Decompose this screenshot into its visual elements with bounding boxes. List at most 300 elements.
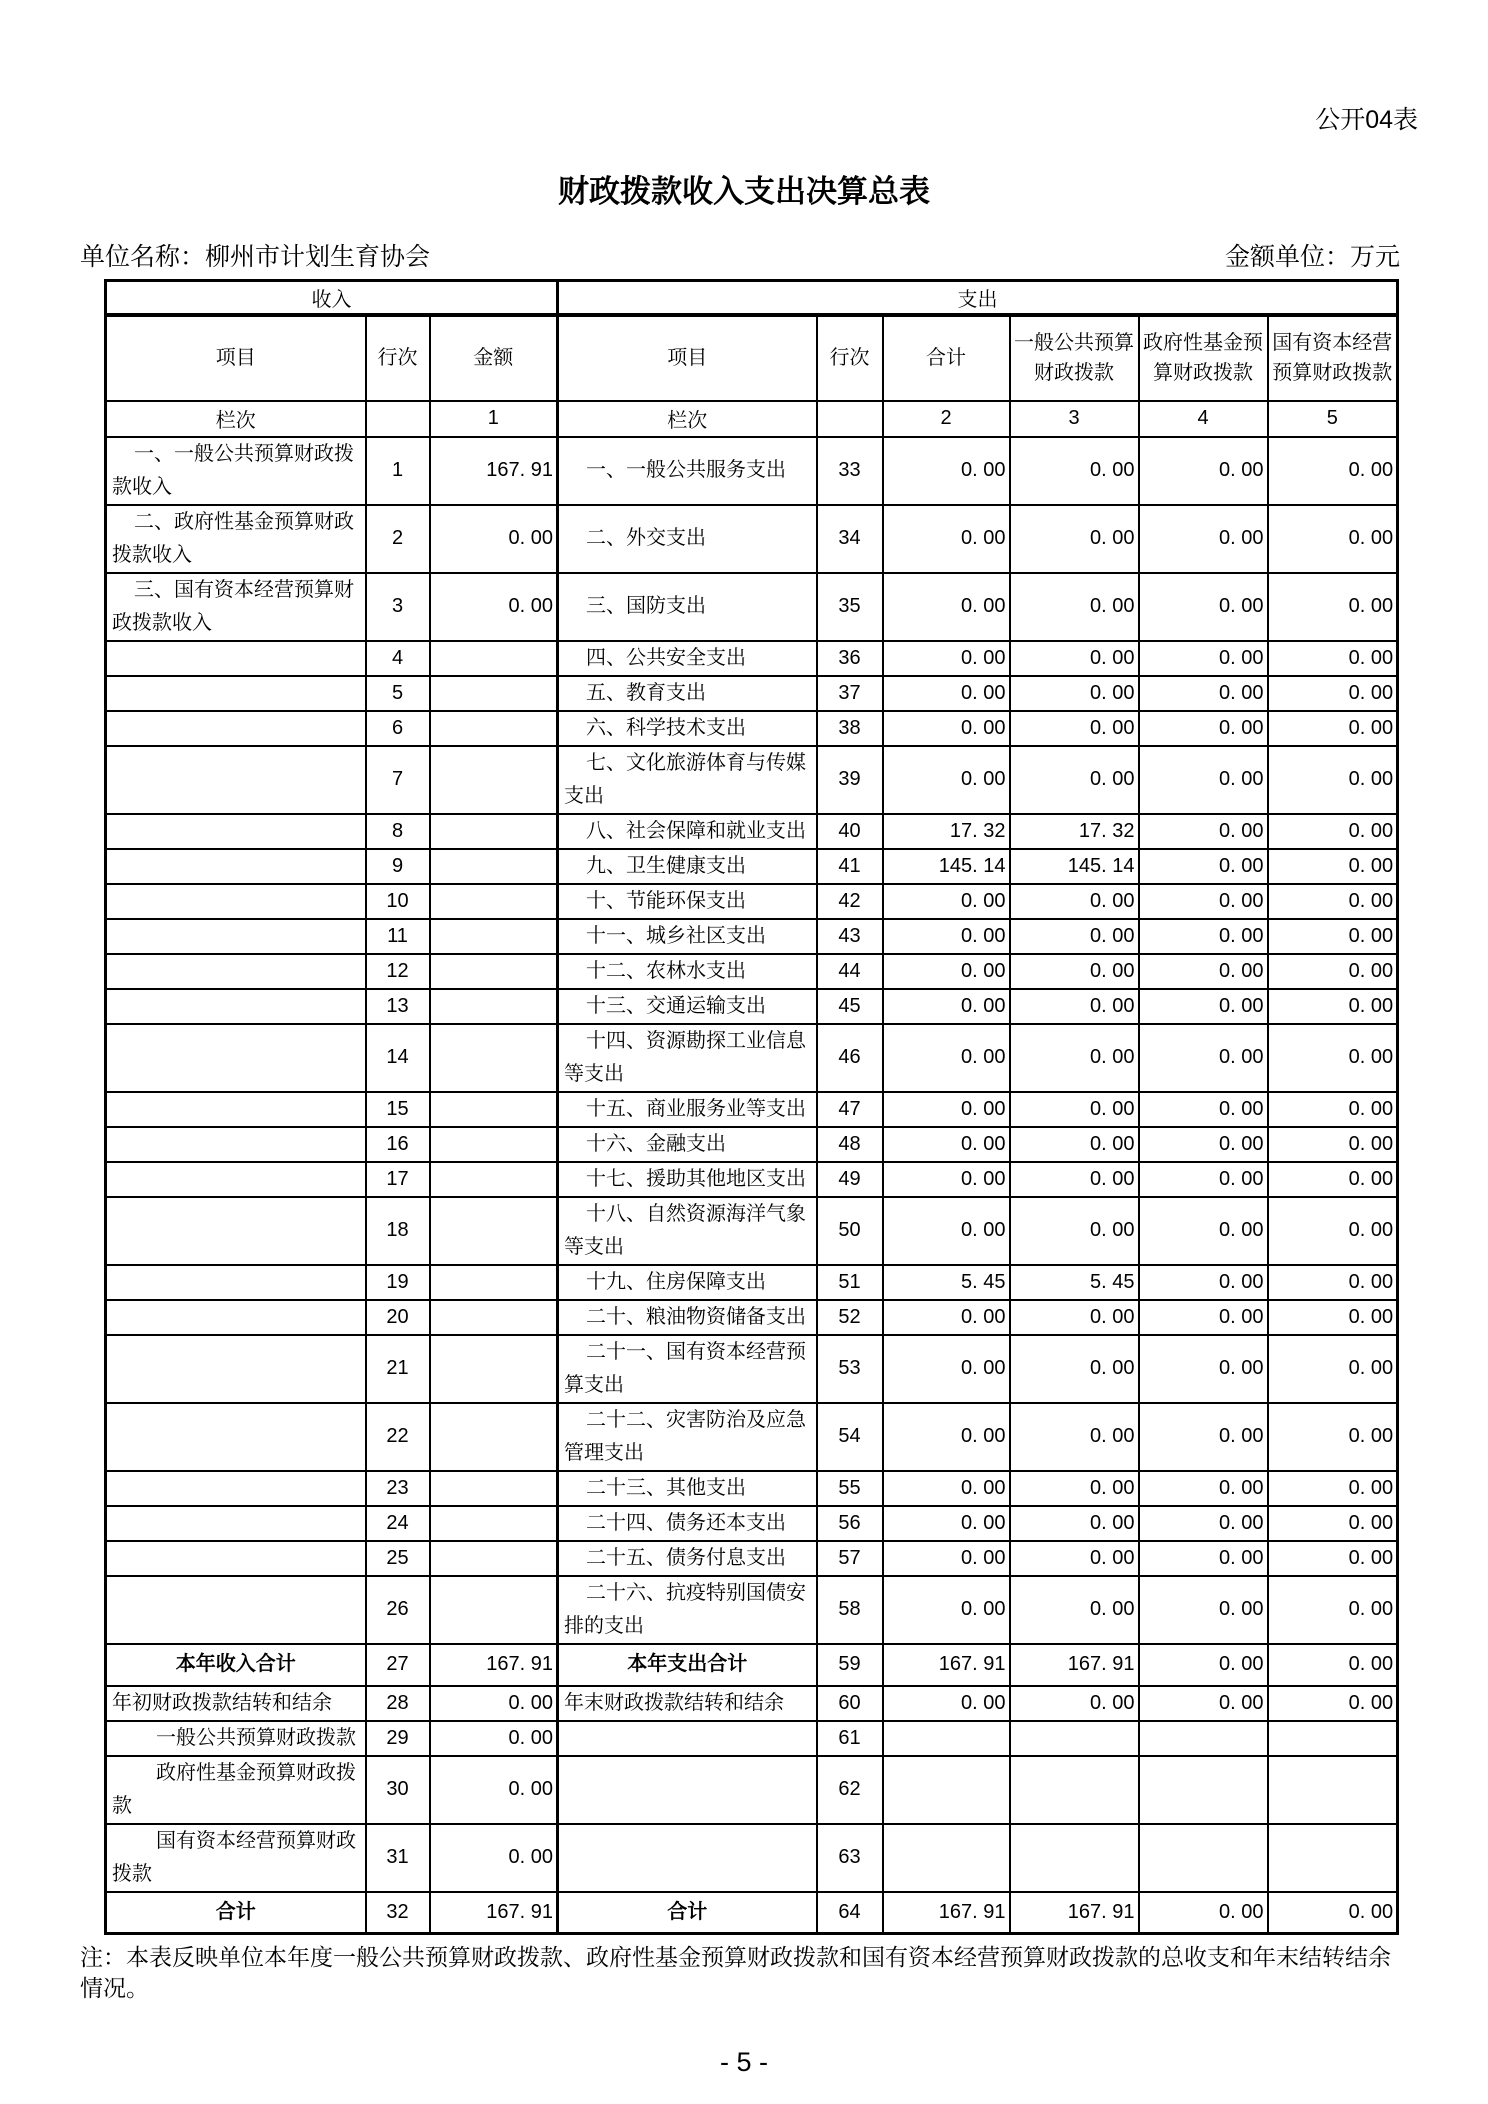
income-rowno-cell: 22 bbox=[366, 1403, 430, 1471]
expense-total-cell: 0. 00 bbox=[883, 1506, 1010, 1541]
income-rowno-cell: 7 bbox=[366, 746, 430, 814]
income-rowno-cell: 16 bbox=[366, 1127, 430, 1162]
expense-total-cell: 0. 00 bbox=[883, 1403, 1010, 1471]
table-row bbox=[106, 641, 1398, 676]
expense-rowno-cell: 43 bbox=[817, 919, 883, 954]
table-row bbox=[106, 573, 1398, 641]
expense-general-cell: 0. 00 bbox=[1010, 711, 1139, 746]
expense-stateop-cell bbox=[1268, 1756, 1398, 1824]
expense-govfund-cell: 0. 00 bbox=[1139, 919, 1268, 954]
expense-general-cell: 0. 00 bbox=[1010, 1403, 1139, 1471]
income-amount-cell bbox=[430, 1506, 558, 1541]
expense-rowno-cell: 63 bbox=[817, 1824, 883, 1892]
expense-general-cell: 0. 00 bbox=[1010, 1576, 1139, 1644]
expense-item-cell: 十五、商业服务业等支出 bbox=[558, 1092, 817, 1127]
amount-unit: 金额单位：万元 bbox=[1224, 243, 1400, 271]
income-amount-cell: 167. 91 bbox=[430, 1892, 558, 1934]
table-row bbox=[106, 954, 1398, 989]
index-expense-item: 栏次 bbox=[558, 401, 817, 437]
expense-govfund-cell: 0. 00 bbox=[1139, 1197, 1268, 1265]
income-amount-cell bbox=[430, 1092, 558, 1127]
expense-govfund-cell: 0. 00 bbox=[1139, 1162, 1268, 1197]
expense-rowno-cell: 40 bbox=[817, 814, 883, 849]
income-section-header: 收入 bbox=[106, 281, 558, 315]
expense-item-cell: 二、外交支出 bbox=[558, 505, 817, 573]
expense-item-cell: 十九、住房保障支出 bbox=[558, 1265, 817, 1300]
expense-govfund-cell: 0. 00 bbox=[1139, 1576, 1268, 1644]
income-item-cell bbox=[106, 1471, 366, 1506]
income-amount-cell: 0. 00 bbox=[430, 573, 558, 641]
expense-govfund-cell: 0. 00 bbox=[1139, 1024, 1268, 1092]
income-item-cell: 三、国有资本经营预算财政拨款收入 bbox=[106, 573, 366, 641]
expense-govfund-cell bbox=[1139, 1824, 1268, 1892]
col-header-income-row: 行次 bbox=[366, 315, 430, 401]
expense-stateop-cell: 0. 00 bbox=[1268, 1335, 1398, 1403]
expense-item-cell: 二十四、债务还本支出 bbox=[558, 1506, 817, 1541]
expense-rowno-cell: 62 bbox=[817, 1756, 883, 1824]
income-item-cell: 年初财政拨款结转和结余 bbox=[106, 1686, 366, 1721]
income-amount-cell bbox=[430, 1265, 558, 1300]
page-title: 财政拨款收入支出决算总表 bbox=[558, 174, 930, 209]
expense-total-cell: 0. 00 bbox=[883, 573, 1010, 641]
income-amount-cell bbox=[430, 1162, 558, 1197]
expense-item-cell: 二十六、抗疫特别国债安排的支出 bbox=[558, 1576, 817, 1644]
expense-general-cell: 0. 00 bbox=[1010, 884, 1139, 919]
income-amount-cell bbox=[430, 641, 558, 676]
expense-item-cell: 十、节能环保支出 bbox=[558, 884, 817, 919]
expense-rowno-cell: 46 bbox=[817, 1024, 883, 1092]
expense-rowno-cell: 48 bbox=[817, 1127, 883, 1162]
income-item-cell: 政府性基金预算财政拨款 bbox=[106, 1756, 366, 1824]
column-index-row bbox=[106, 401, 1398, 437]
table-row bbox=[106, 1162, 1398, 1197]
table-row bbox=[106, 1892, 1398, 1934]
expense-general-cell: 0. 00 bbox=[1010, 1162, 1139, 1197]
expense-govfund-cell: 0. 00 bbox=[1139, 1686, 1268, 1721]
table-row bbox=[106, 1721, 1398, 1756]
expense-total-cell: 167. 91 bbox=[883, 1644, 1010, 1686]
expense-total-cell bbox=[883, 1756, 1010, 1824]
income-rowno-cell: 6 bbox=[366, 711, 430, 746]
expense-stateop-cell: 0. 00 bbox=[1268, 884, 1398, 919]
expense-total-cell: 145. 14 bbox=[883, 849, 1010, 884]
expense-stateop-cell: 0. 00 bbox=[1268, 1471, 1398, 1506]
expense-item-cell: 二十一、国有资本经营预算支出 bbox=[558, 1335, 817, 1403]
expense-item-cell: 四、公共安全支出 bbox=[558, 641, 817, 676]
expense-item-cell: 年末财政拨款结转和结余 bbox=[558, 1686, 817, 1721]
income-amount-cell bbox=[430, 1300, 558, 1335]
expense-govfund-cell bbox=[1139, 1721, 1268, 1756]
income-rowno-cell: 12 bbox=[366, 954, 430, 989]
expense-stateop-cell: 0. 00 bbox=[1268, 641, 1398, 676]
income-item-cell bbox=[106, 814, 366, 849]
expense-general-cell: 0. 00 bbox=[1010, 1300, 1139, 1335]
income-rowno-cell: 27 bbox=[366, 1644, 430, 1686]
expense-stateop-cell: 0. 00 bbox=[1268, 1541, 1398, 1576]
income-rowno-cell: 30 bbox=[366, 1756, 430, 1824]
income-amount-cell bbox=[430, 884, 558, 919]
expense-total-cell: 0. 00 bbox=[883, 1541, 1010, 1576]
income-amount-cell: 0. 00 bbox=[430, 1756, 558, 1824]
income-item-cell bbox=[106, 641, 366, 676]
expense-govfund-cell: 0. 00 bbox=[1139, 1092, 1268, 1127]
expense-item-cell: 本年支出合计 bbox=[558, 1644, 817, 1686]
expense-govfund-cell: 0. 00 bbox=[1139, 989, 1268, 1024]
income-rowno-cell: 9 bbox=[366, 849, 430, 884]
income-amount-cell bbox=[430, 711, 558, 746]
income-item-cell bbox=[106, 1506, 366, 1541]
income-rowno-cell: 3 bbox=[366, 573, 430, 641]
expense-total-cell: 0. 00 bbox=[883, 1162, 1010, 1197]
page-number: - 5 - bbox=[719, 2047, 768, 2077]
expense-total-cell: 5. 45 bbox=[883, 1265, 1010, 1300]
expense-stateop-cell bbox=[1268, 1824, 1398, 1892]
expense-general-cell: 0. 00 bbox=[1010, 1335, 1139, 1403]
income-amount-cell bbox=[430, 1403, 558, 1471]
expense-rowno-cell: 39 bbox=[817, 746, 883, 814]
expense-stateop-cell: 0. 00 bbox=[1268, 1127, 1398, 1162]
expense-rowno-cell: 37 bbox=[817, 676, 883, 711]
income-amount-cell bbox=[430, 989, 558, 1024]
table-row bbox=[106, 1541, 1398, 1576]
index-expense-stateop: 5 bbox=[1268, 401, 1398, 437]
expense-item-cell: 二十五、债务付息支出 bbox=[558, 1541, 817, 1576]
income-rowno-cell: 10 bbox=[366, 884, 430, 919]
expense-total-cell: 0. 00 bbox=[883, 954, 1010, 989]
table-row bbox=[106, 711, 1398, 746]
expense-govfund-cell: 0. 00 bbox=[1139, 641, 1268, 676]
table-row bbox=[106, 676, 1398, 711]
expense-total-cell: 17. 32 bbox=[883, 814, 1010, 849]
table-row bbox=[106, 1092, 1398, 1127]
expense-general-cell bbox=[1010, 1756, 1139, 1824]
income-amount-cell bbox=[430, 1471, 558, 1506]
col-header-expense-item: 项目 bbox=[558, 315, 817, 401]
table-row bbox=[106, 1824, 1398, 1892]
income-item-cell: 二、政府性基金预算财政拨款收入 bbox=[106, 505, 366, 573]
column-header-row bbox=[106, 315, 1398, 401]
expense-rowno-cell: 52 bbox=[817, 1300, 883, 1335]
table-row bbox=[106, 437, 1398, 505]
income-rowno-cell: 28 bbox=[366, 1686, 430, 1721]
income-rowno-cell: 17 bbox=[366, 1162, 430, 1197]
income-rowno-cell: 19 bbox=[366, 1265, 430, 1300]
income-rowno-cell: 5 bbox=[366, 676, 430, 711]
income-item-cell bbox=[106, 919, 366, 954]
expense-govfund-cell: 0. 00 bbox=[1139, 1403, 1268, 1471]
col-header-income-amount: 金额 bbox=[430, 315, 558, 401]
expense-rowno-cell: 42 bbox=[817, 884, 883, 919]
income-rowno-cell: 26 bbox=[366, 1576, 430, 1644]
income-amount-cell bbox=[430, 849, 558, 884]
expense-general-cell: 5. 45 bbox=[1010, 1265, 1139, 1300]
income-rowno-cell: 2 bbox=[366, 505, 430, 573]
expense-item-cell: 九、卫生健康支出 bbox=[558, 849, 817, 884]
expense-general-cell bbox=[1010, 1721, 1139, 1756]
expense-rowno-cell: 45 bbox=[817, 989, 883, 1024]
expense-stateop-cell: 0. 00 bbox=[1268, 746, 1398, 814]
expense-general-cell: 0. 00 bbox=[1010, 676, 1139, 711]
income-item-cell bbox=[106, 884, 366, 919]
expense-item-cell: 七、文化旅游体育与传媒支出 bbox=[558, 746, 817, 814]
col-header-expense-general: 一般公共预算财政拨款 bbox=[1010, 315, 1139, 401]
expense-general-cell: 0. 00 bbox=[1010, 1541, 1139, 1576]
income-amount-cell: 0. 00 bbox=[430, 1686, 558, 1721]
income-item-cell bbox=[106, 1300, 366, 1335]
table-row bbox=[106, 1471, 1398, 1506]
expense-govfund-cell: 0. 00 bbox=[1139, 1127, 1268, 1162]
col-header-expense-row: 行次 bbox=[817, 315, 883, 401]
meta-row bbox=[80, 237, 1400, 273]
income-item-cell bbox=[106, 989, 366, 1024]
income-rowno-cell: 24 bbox=[366, 1506, 430, 1541]
income-rowno-cell: 14 bbox=[366, 1024, 430, 1092]
expense-rowno-cell: 36 bbox=[817, 641, 883, 676]
expense-govfund-cell: 0. 00 bbox=[1139, 884, 1268, 919]
expense-stateop-cell: 0. 00 bbox=[1268, 919, 1398, 954]
table-row bbox=[106, 1127, 1398, 1162]
income-amount-cell: 0. 00 bbox=[430, 1824, 558, 1892]
expense-govfund-cell: 0. 00 bbox=[1139, 1892, 1268, 1934]
table-row bbox=[106, 919, 1398, 954]
expense-item-cell: 六、科学技术支出 bbox=[558, 711, 817, 746]
expense-govfund-cell: 0. 00 bbox=[1139, 954, 1268, 989]
expense-govfund-cell: 0. 00 bbox=[1139, 1471, 1268, 1506]
income-amount-cell bbox=[430, 746, 558, 814]
table-row bbox=[106, 1265, 1398, 1300]
expense-rowno-cell: 61 bbox=[817, 1721, 883, 1756]
expense-item-cell bbox=[558, 1756, 817, 1824]
expense-govfund-cell: 0. 00 bbox=[1139, 711, 1268, 746]
index-income-item: 栏次 bbox=[106, 401, 366, 437]
expense-stateop-cell: 0. 00 bbox=[1268, 1265, 1398, 1300]
index-income-row bbox=[366, 401, 430, 437]
expense-general-cell bbox=[1010, 1824, 1139, 1892]
expense-stateop-cell: 0. 00 bbox=[1268, 1644, 1398, 1686]
income-item-cell bbox=[106, 1024, 366, 1092]
expense-stateop-cell: 0. 00 bbox=[1268, 849, 1398, 884]
expense-item-cell: 二十二、灾害防治及应急管理支出 bbox=[558, 1403, 817, 1471]
income-amount-cell bbox=[430, 1024, 558, 1092]
income-item-cell bbox=[106, 954, 366, 989]
table-row bbox=[106, 746, 1398, 814]
expense-stateop-cell: 0. 00 bbox=[1268, 711, 1398, 746]
expense-general-cell: 0. 00 bbox=[1010, 1024, 1139, 1092]
section-header-row bbox=[106, 281, 1398, 315]
index-expense-general: 3 bbox=[1010, 401, 1139, 437]
expense-total-cell: 0. 00 bbox=[883, 676, 1010, 711]
income-amount-cell bbox=[430, 676, 558, 711]
expense-stateop-cell: 0. 00 bbox=[1268, 954, 1398, 989]
index-income-amount: 1 bbox=[430, 401, 558, 437]
table-row bbox=[106, 505, 1398, 573]
expense-total-cell: 0. 00 bbox=[883, 1024, 1010, 1092]
expense-general-cell: 0. 00 bbox=[1010, 1471, 1139, 1506]
expense-total-cell: 0. 00 bbox=[883, 919, 1010, 954]
income-rowno-cell: 31 bbox=[366, 1824, 430, 1892]
expense-general-cell: 0. 00 bbox=[1010, 641, 1139, 676]
expense-rowno-cell: 51 bbox=[817, 1265, 883, 1300]
income-amount-cell bbox=[430, 954, 558, 989]
expense-item-cell: 合计 bbox=[558, 1892, 817, 1934]
table-row bbox=[106, 1644, 1398, 1686]
expense-general-cell: 167. 91 bbox=[1010, 1892, 1139, 1934]
income-rowno-cell: 25 bbox=[366, 1541, 430, 1576]
expense-rowno-cell: 35 bbox=[817, 573, 883, 641]
expense-rowno-cell: 55 bbox=[817, 1471, 883, 1506]
expense-rowno-cell: 38 bbox=[817, 711, 883, 746]
expense-total-cell: 0. 00 bbox=[883, 746, 1010, 814]
income-item-cell bbox=[106, 1197, 366, 1265]
income-item-cell bbox=[106, 1162, 366, 1197]
income-rowno-cell: 23 bbox=[366, 1471, 430, 1506]
expense-item-cell: 十三、交通运输支出 bbox=[558, 989, 817, 1024]
expense-general-cell: 0. 00 bbox=[1010, 505, 1139, 573]
expense-stateop-cell: 0. 00 bbox=[1268, 1162, 1398, 1197]
income-amount-cell bbox=[430, 1127, 558, 1162]
expense-item-cell: 五、教育支出 bbox=[558, 676, 817, 711]
index-expense-row bbox=[817, 401, 883, 437]
expense-total-cell: 0. 00 bbox=[883, 1686, 1010, 1721]
income-rowno-cell: 18 bbox=[366, 1197, 430, 1265]
expense-rowno-cell: 57 bbox=[817, 1541, 883, 1576]
expense-govfund-cell: 0. 00 bbox=[1139, 437, 1268, 505]
expense-item-cell: 十四、资源勘探工业信息等支出 bbox=[558, 1024, 817, 1092]
table-row bbox=[106, 1300, 1398, 1335]
expense-govfund-cell: 0. 00 bbox=[1139, 505, 1268, 573]
expense-rowno-cell: 54 bbox=[817, 1403, 883, 1471]
expense-item-cell bbox=[558, 1824, 817, 1892]
expense-stateop-cell: 0. 00 bbox=[1268, 573, 1398, 641]
expense-total-cell: 0. 00 bbox=[883, 437, 1010, 505]
expense-rowno-cell: 47 bbox=[817, 1092, 883, 1127]
expense-stateop-cell: 0. 00 bbox=[1268, 1686, 1398, 1721]
expense-stateop-cell: 0. 00 bbox=[1268, 1403, 1398, 1471]
income-amount-cell bbox=[430, 1576, 558, 1644]
col-header-income-item: 项目 bbox=[106, 315, 366, 401]
expense-item-cell: 二十三、其他支出 bbox=[558, 1471, 817, 1506]
expense-general-cell: 0. 00 bbox=[1010, 1197, 1139, 1265]
expense-total-cell: 0. 00 bbox=[883, 641, 1010, 676]
expense-stateop-cell: 0. 00 bbox=[1268, 1024, 1398, 1092]
doc-label: 公开04表 bbox=[1315, 106, 1418, 134]
income-amount-cell bbox=[430, 1335, 558, 1403]
expense-stateop-cell: 0. 00 bbox=[1268, 505, 1398, 573]
income-item-cell bbox=[106, 1127, 366, 1162]
expense-stateop-cell bbox=[1268, 1721, 1398, 1756]
expense-total-cell: 0. 00 bbox=[883, 1300, 1010, 1335]
income-item-cell bbox=[106, 849, 366, 884]
income-item-cell: 一般公共预算财政拨款 bbox=[106, 1721, 366, 1756]
expense-total-cell: 0. 00 bbox=[883, 1197, 1010, 1265]
expense-govfund-cell: 0. 00 bbox=[1139, 746, 1268, 814]
expense-item-cell: 十二、农林水支出 bbox=[558, 954, 817, 989]
income-item-cell bbox=[106, 711, 366, 746]
table-row bbox=[106, 1506, 1398, 1541]
income-item-cell bbox=[106, 1092, 366, 1127]
expense-general-cell: 0. 00 bbox=[1010, 919, 1139, 954]
table-row bbox=[106, 1686, 1398, 1721]
income-amount-cell bbox=[430, 814, 558, 849]
expense-stateop-cell: 0. 00 bbox=[1268, 1300, 1398, 1335]
table-row bbox=[106, 1756, 1398, 1824]
expense-rowno-cell: 64 bbox=[817, 1892, 883, 1934]
expense-general-cell: 0. 00 bbox=[1010, 1506, 1139, 1541]
income-amount-cell: 0. 00 bbox=[430, 505, 558, 573]
table-row bbox=[106, 1335, 1398, 1403]
income-amount-cell bbox=[430, 1541, 558, 1576]
expense-govfund-cell: 0. 00 bbox=[1139, 573, 1268, 641]
expense-total-cell: 0. 00 bbox=[883, 505, 1010, 573]
expense-rowno-cell: 41 bbox=[817, 849, 883, 884]
expense-general-cell: 145. 14 bbox=[1010, 849, 1139, 884]
expense-stateop-cell: 0. 00 bbox=[1268, 1197, 1398, 1265]
expense-general-cell: 0. 00 bbox=[1010, 1127, 1139, 1162]
expense-section-header: 支出 bbox=[558, 281, 1398, 315]
expense-govfund-cell: 0. 00 bbox=[1139, 1506, 1268, 1541]
table-body bbox=[106, 437, 1398, 1934]
expense-total-cell: 167. 91 bbox=[883, 1892, 1010, 1934]
expense-govfund-cell: 0. 00 bbox=[1139, 849, 1268, 884]
expense-general-cell: 0. 00 bbox=[1010, 746, 1139, 814]
expense-govfund-cell bbox=[1139, 1756, 1268, 1824]
expense-item-cell: 十八、自然资源海洋气象等支出 bbox=[558, 1197, 817, 1265]
income-item-cell: 合计 bbox=[106, 1892, 366, 1934]
expense-total-cell: 0. 00 bbox=[883, 711, 1010, 746]
income-rowno-cell: 4 bbox=[366, 641, 430, 676]
table-row bbox=[106, 1024, 1398, 1092]
footnote: 注：本表反映单位本年度一般公共预算财政拨款、政府性基金预算财政拨款和国有资本经营预算财政拨款的总收支和年末结转结余情况。 bbox=[80, 1944, 1391, 2001]
income-item-cell bbox=[106, 1403, 366, 1471]
expense-general-cell: 0. 00 bbox=[1010, 437, 1139, 505]
income-rowno-cell: 32 bbox=[366, 1892, 430, 1934]
income-rowno-cell: 8 bbox=[366, 814, 430, 849]
table-row bbox=[106, 849, 1398, 884]
expense-stateop-cell: 0. 00 bbox=[1268, 676, 1398, 711]
unit-name: 单位名称：柳州市计划生育协会 bbox=[80, 243, 431, 271]
expense-stateop-cell: 0. 00 bbox=[1268, 1092, 1398, 1127]
expense-total-cell bbox=[883, 1721, 1010, 1756]
expense-item-cell: 二十、粮油物资储备支出 bbox=[558, 1300, 817, 1335]
expense-item-cell: 十七、援助其他地区支出 bbox=[558, 1162, 817, 1197]
expense-stateop-cell: 0. 00 bbox=[1268, 989, 1398, 1024]
expense-rowno-cell: 49 bbox=[817, 1162, 883, 1197]
table-row bbox=[106, 1197, 1398, 1265]
expense-item-cell: 八、社会保障和就业支出 bbox=[558, 814, 817, 849]
income-rowno-cell: 15 bbox=[366, 1092, 430, 1127]
income-amount-cell: 0. 00 bbox=[430, 1721, 558, 1756]
income-amount-cell bbox=[430, 919, 558, 954]
col-header-expense-stateop: 国有资本经营预算财政拨款 bbox=[1268, 315, 1398, 401]
expense-govfund-cell: 0. 00 bbox=[1139, 676, 1268, 711]
income-rowno-cell: 11 bbox=[366, 919, 430, 954]
expense-item-cell: 一、一般公共服务支出 bbox=[558, 437, 817, 505]
table-row bbox=[106, 1576, 1398, 1644]
income-amount-cell bbox=[430, 1197, 558, 1265]
expense-govfund-cell: 0. 00 bbox=[1139, 1644, 1268, 1686]
expense-rowno-cell: 33 bbox=[817, 437, 883, 505]
expense-stateop-cell: 0. 00 bbox=[1268, 437, 1398, 505]
income-rowno-cell: 21 bbox=[366, 1335, 430, 1403]
expense-total-cell: 0. 00 bbox=[883, 1576, 1010, 1644]
income-item-cell: 本年收入合计 bbox=[106, 1644, 366, 1686]
income-amount-cell: 167. 91 bbox=[430, 1644, 558, 1686]
expense-rowno-cell: 56 bbox=[817, 1506, 883, 1541]
expense-general-cell: 0. 00 bbox=[1010, 954, 1139, 989]
expense-rowno-cell: 44 bbox=[817, 954, 883, 989]
expense-govfund-cell: 0. 00 bbox=[1139, 1541, 1268, 1576]
expense-stateop-cell: 0. 00 bbox=[1268, 814, 1398, 849]
